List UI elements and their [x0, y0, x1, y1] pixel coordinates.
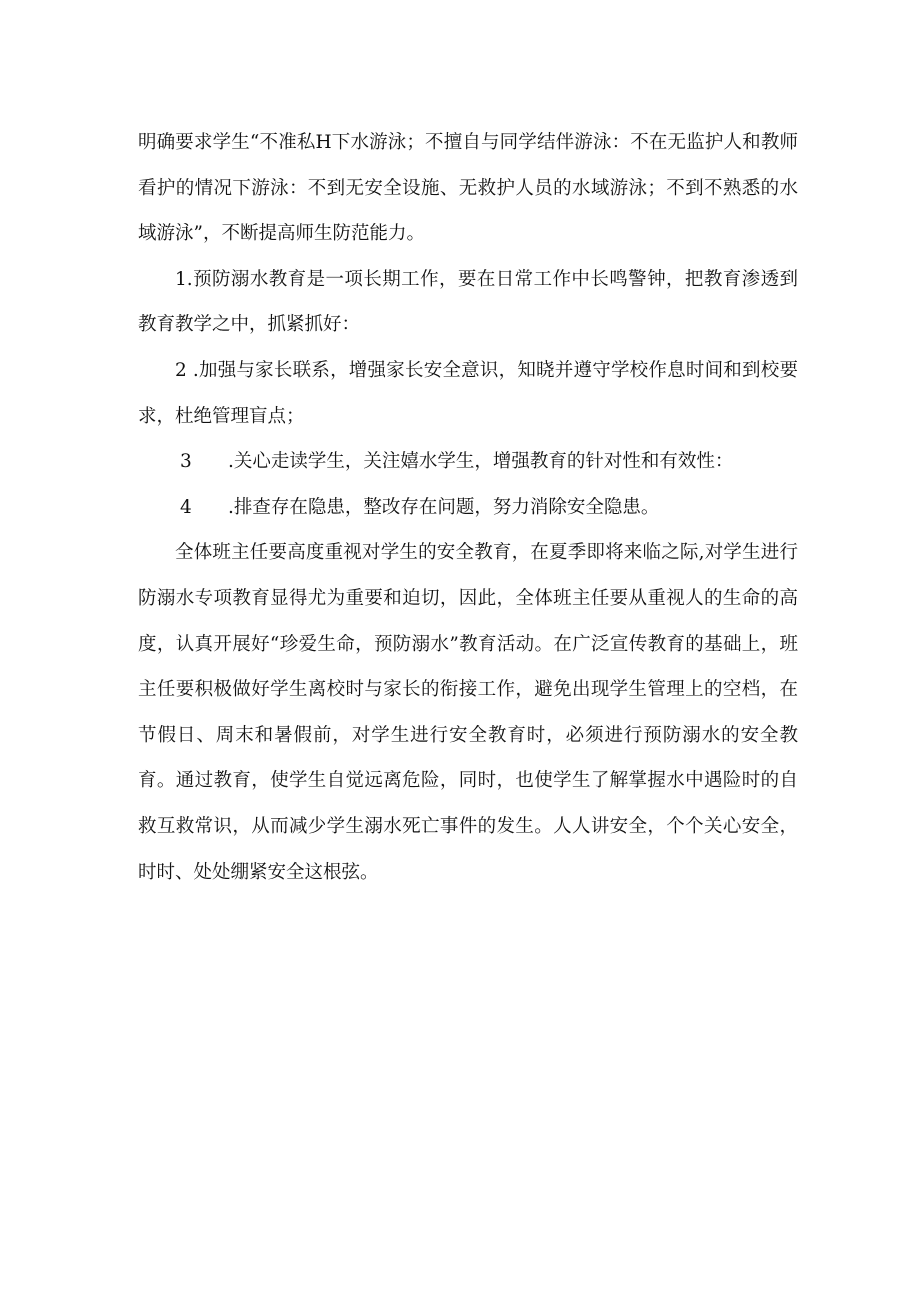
- paragraph-requirements: 明确要求学生“不准私H下水游泳；不擅自与同学结伴游泳：不在无监护人和教师看护的情况下游泳：不到无安全设施、无救护人员的水域游泳；不到不熟悉的水域游泳”，不断提高师生防范能力。: [138, 132, 798, 245]
- list-item-3-number: 3: [180, 451, 192, 473]
- document-body: [138, 120, 798, 895]
- paragraph-item-1: 1.预防溺水教育是一项长期工作，要在日常工作中长鸣警钟，把教育渗透到教育教学之中，抓紧抓好：: [138, 268, 798, 336]
- list-item-4-number: 4: [180, 496, 192, 518]
- paragraph-closing: 全体班主任要高度重视对学生的安全教育，在夏季即将来临之际,对学生进行防溺水专项教育显得尤为重要和迫切，因此，全体班主任要从重视人的生命的高度，认真开展好“珍爱生命，预防溺水”教育活动。在广泛宣传教育的基础上，班主任要积极做好学生离校时与家长的衔接工作，避免出现学生管理上的空档，在节假日、周末和暑假前，对学生进行安全教育时，必须进行预防溺水的安全教育。通过教育，使学生自觉远离危险，同时，也使学生了解掌握水中遇险时的自救互救常识，从而减少学生溺水死亡事件的发生。人人讲安全，个个关心安全，时时、处处绷紧安全这根弦。: [138, 542, 798, 883]
- list-item-4-text: .排查存在隐患，整改存在问题，努力消除安全隐患。: [228, 496, 660, 518]
- paragraph-item-2: 2 .加强与家长联系，增强家长安全意识，知晓并遵守学校作息时间和到校要求，杜绝管理盲点；: [138, 359, 798, 427]
- list-item-4: [138, 485, 798, 531]
- list-item-3: [138, 439, 798, 485]
- list-item-3-text: .关心走读学生，关注嬉水学生，增强教育的针对性和有效性：: [228, 451, 734, 473]
